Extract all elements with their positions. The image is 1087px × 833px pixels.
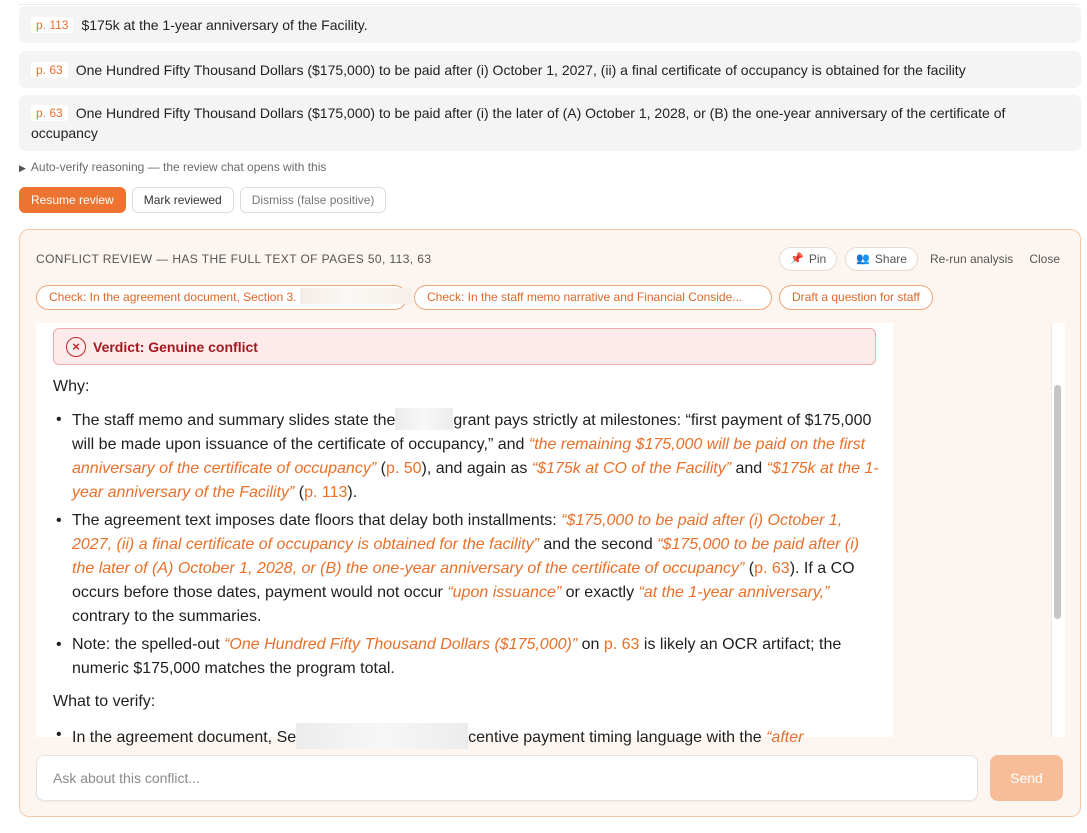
citation-text: $175k at the 1-year anniversary of the Facility. xyxy=(81,17,368,33)
send-button[interactable]: Send xyxy=(990,755,1063,801)
pin-button[interactable] xyxy=(779,247,837,271)
rerun-analysis-button[interactable]: Re-run analysis xyxy=(929,252,1014,266)
quote: “$175,000 to be paid after (i) the later of (A) October 1, 2028, or (B) the one-year anniversary of the certificate of occupancy” xyxy=(72,536,860,577)
verdict-banner xyxy=(53,328,876,365)
review-actions xyxy=(19,187,386,213)
page-badge[interactable]: p. 63 xyxy=(31,62,68,78)
message-body xyxy=(53,375,879,759)
list-item: • The staff memo and summary slides state the grant pays strictly at milestones: “first payment of $175,000 will be made upon issuance of the certificate of occupancy,” and “the remaining $175,000 will be paid on the first anniversary of the certificate of occupancy” (p. 50), and again as “$175k at CO of the Facility” and “$175k at the 1-year anniversary of the Facility” (p. 113). xyxy=(53,408,879,505)
verdict-text: Verdict: Genuine conflict xyxy=(93,338,258,355)
redaction-blur xyxy=(296,723,468,749)
pin-label: Pin xyxy=(808,252,827,266)
page-badge[interactable]: p. 113 xyxy=(31,17,73,33)
transcript-scrollbar[interactable] xyxy=(1051,323,1065,737)
scrollbar-thumb[interactable] xyxy=(1054,385,1061,619)
citation-snippet xyxy=(19,95,1081,151)
resume-review-button[interactable]: Resume review xyxy=(19,187,126,213)
verify-list xyxy=(53,723,879,750)
suggestion-chip[interactable]: Draft a question for staff xyxy=(779,285,933,310)
chat-input-row xyxy=(36,755,1064,801)
mark-reviewed-button[interactable]: Mark reviewed xyxy=(132,187,234,213)
quote: “One Hundred Fifty Thousand Dollars ($175,000)” xyxy=(224,636,578,653)
conflict-review-panel xyxy=(19,229,1081,817)
quote: “at the 1-year anniversary,” xyxy=(638,584,830,601)
people-icon: 👥 xyxy=(856,253,870,265)
divider xyxy=(19,4,1081,5)
page-link[interactable]: p. 63 xyxy=(754,560,790,577)
share-button[interactable] xyxy=(845,247,918,271)
list-item: • Note: the spelled-out “One Hundred Fifty Thousand Dollars ($175,000)” on p. 63 is likely an OCR artifact; the numeric $175,000 matches the program total. xyxy=(53,633,879,681)
suggestion-chip[interactable]: Check: In the agreement document, Section 3. xyxy=(36,285,407,310)
panel-toolbar xyxy=(779,247,1064,271)
page-link[interactable]: p. 63 xyxy=(603,636,640,653)
citation-snippet xyxy=(19,51,1081,88)
auto-verify-disclosure[interactable] xyxy=(19,159,326,176)
redaction-blur xyxy=(395,408,453,430)
quote: “after xyxy=(766,729,804,746)
citation-text: One Hundred Fifty Thousand Dollars ($175,000) to be paid after (i) October 1, 2027, (ii) a final certificate of occupancy is obtained for the facility xyxy=(75,62,966,78)
why-heading: Why: xyxy=(53,378,90,395)
list-item: • In the agreement document, Se centive payment timing language with the “after xyxy=(53,723,879,750)
citation-text: One Hundred Fifty Thousand Dollars ($175,000) to be paid after (i) the later of (A) October 1, 2028, or (B) the one-year anniversary of the certificate of occupancy xyxy=(31,105,1006,141)
quote: “$175,000 to be paid after (i) October 1, 2027, (ii) a final certificate of occupancy is obtained for the facility” xyxy=(72,512,843,553)
pin-icon: 📌 xyxy=(790,253,804,265)
page-link[interactable]: p. 50 xyxy=(385,460,422,477)
quote: “$175k at CO of the Facility” xyxy=(531,460,732,477)
assistant-message xyxy=(36,323,893,746)
x-circle-icon: × xyxy=(66,337,86,357)
conflict-question-input[interactable] xyxy=(36,755,978,801)
disclosure-label: Auto-verify reasoning — the review chat opens with this xyxy=(30,160,327,174)
page-link[interactable]: p. 113 xyxy=(304,484,348,501)
suggestion-chip[interactable]: Check: In the staff memo narrative and Financial Conside... xyxy=(414,285,772,310)
chat-transcript[interactable] xyxy=(36,323,1050,746)
why-list xyxy=(53,408,879,681)
redaction-blur xyxy=(300,288,412,304)
quote: “$175k at the 1-year anniversary of the Facility” xyxy=(72,460,879,501)
quote: “upon issuance” xyxy=(447,584,562,601)
suggestion-chips xyxy=(36,285,933,310)
close-button[interactable]: Close xyxy=(1029,252,1060,266)
quote: “the remaining $175,000 will be paid on the first anniversary of the certificate of occupancy” xyxy=(72,436,866,477)
panel-title: CONFLICT REVIEW — HAS THE FULL TEXT OF PAGES 50, 113, 63 xyxy=(36,252,432,266)
verify-heading: What to verify: xyxy=(53,693,156,710)
disclosure-triangle-icon: ▶ xyxy=(19,163,26,173)
list-item: • The agreement text imposes date floors that delay both installments: “$175,000 to be paid after (i) October 1, 2027, (ii) a final certificate of occupancy is obtained for the facility” and the second “$175,000 to be paid after (i) the later of (A) October 1, 2028, or (B) the one-year anniversary of the certificate of occupancy” (p. 63). If a CO occurs before those dates, payment would not occur “upon issuance” or exactly “at the 1-year anniversary,” contrary to the summaries. xyxy=(53,509,879,629)
dismiss-button[interactable]: Dismiss (false positive) xyxy=(240,187,387,213)
page-badge[interactable]: p. 63 xyxy=(31,105,68,121)
citation-snippet xyxy=(19,6,1081,43)
share-label: Share xyxy=(874,252,907,266)
